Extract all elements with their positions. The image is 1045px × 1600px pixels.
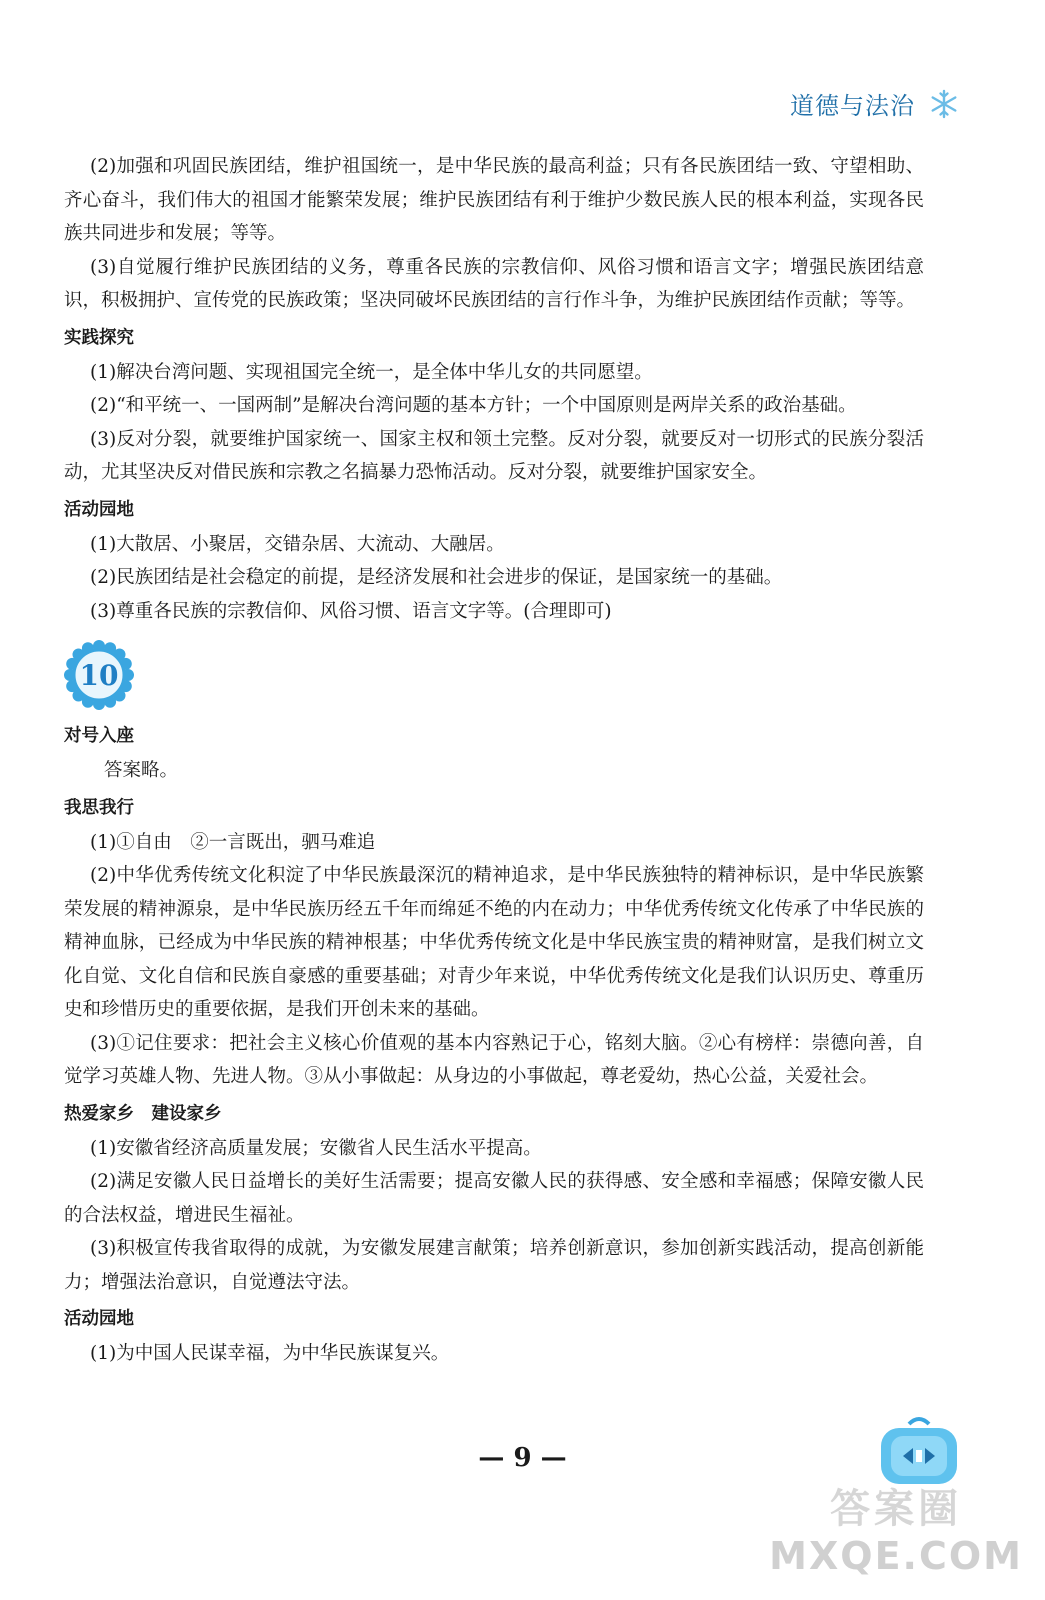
answer-item: (3)尊重各民族的宗教信仰、风俗习惯、语言文字等。(合理即可) bbox=[90, 600, 612, 622]
answer-item: (1)大散居、小聚居，交错杂居、大流动、大融居。 bbox=[90, 533, 505, 555]
watermark bbox=[769, 1477, 1023, 1578]
lesson-number-badge bbox=[64, 640, 134, 710]
page-header bbox=[790, 86, 959, 121]
answer-item: (2)加强和巩固民族团结，维护祖国统一，是中华民族的最高利益；只有各民族团结一致、守望相助、齐心奋斗，我们伟大的祖国才能繁荣发展；维护民族团结有利于维护少数民族人民的根本利益，实现各民族共同进步和发展；等等。 bbox=[64, 156, 924, 244]
page-number: — 9 — bbox=[478, 1443, 567, 1473]
answer-item: (3)自觉履行维护民族团结的义务，尊重各民族的宗教信仰、风俗习惯和语言文字；增强民族团结意识，积极拥护、宣传党的民族政策；坚决同破坏民族团结的言行作斗争，为维护民族团结作贡献；等等。 bbox=[64, 256, 924, 311]
answer-item: (3)①记住要求：把社会主义核心价值观的基本内容熟记于心，铭刻大脑。②心有榜样：崇德向善，自觉学习英雄人物、先进人物。③从小事做起：从身边的小事做起，尊老爱幼，热心公益，关爱社会。 bbox=[64, 1032, 924, 1087]
watermark-url: MXQE.COM bbox=[769, 1534, 1023, 1578]
answer-item: (1)①自由 ②一言既出，驷马难追 bbox=[90, 831, 376, 853]
lesson-number: 10 bbox=[79, 659, 119, 692]
answer-item: (3)积极宣传我省取得的成就，为安徽发展建言献策；培养创新意识，参加创新实践活动，提高创新能力；增强法治意识，自觉遵法守法。 bbox=[64, 1238, 924, 1293]
snowflake-icon bbox=[929, 89, 959, 119]
answer-item: 答案略。 bbox=[104, 760, 179, 781]
answer-item: (2)满足安徽人民日益增长的美好生活需要；提高安徽人民的获得感、安全感和幸福感；保障安徽人民的合法权益，增进民生福祉。 bbox=[64, 1171, 924, 1226]
section-heading: 活动园地 bbox=[64, 499, 134, 520]
answer-item: (1)解决台湾问题、实现祖国完全统一，是全体中华儿女的共同愿望。 bbox=[90, 361, 653, 383]
section-heading: 热爱家乡 建设家乡 bbox=[64, 1103, 222, 1124]
section-heading: 我思我行 bbox=[64, 797, 134, 818]
section-heading: 对号入座 bbox=[64, 726, 134, 746]
answer-content bbox=[64, 150, 924, 1371]
section-heading: 活动园地 bbox=[64, 1309, 134, 1329]
answer-item: (1)安徽省经济高质量发展；安徽省人民生活水平提高。 bbox=[90, 1137, 542, 1159]
answer-item: (2)民族团结是社会稳定的前提，是经济发展和社会进步的保证，是国家统一的基础。 bbox=[90, 567, 783, 588]
answer-item: (1)为中国人民谋幸福，为中华民族谋复兴。 bbox=[90, 1343, 450, 1364]
answer-item: (2)“和平统一、一国两制”是解决台湾问题的基本方针；一个中国原则是两岸关系的政治基础。 bbox=[90, 395, 857, 416]
header-title: 道德与法治 bbox=[790, 92, 915, 120]
watermark-logo-text: 答案圈 bbox=[830, 1486, 963, 1532]
section-heading: 实践探究 bbox=[64, 327, 134, 348]
answer-item: (2)中华优秀传统文化积淀了中华民族最深沉的精神追求，是中华民族独特的精神标识，是中华民族繁荣发展的精神源泉，是中华民族历经五千年而绵延不绝的内在动力；中华优秀传统文化传承了中华民族的精神血脉，已经成为中华民族的精神根基；中华优秀传统文化是中华民族宝贵的精神财富，是我们树立文化自觉、文化自信和民族自豪感的重要基础；对青少年来说，中华优秀传统文化是我们认识历史、尊重历史和珍惜历史的重要依据，是我们开创未来的基础。 bbox=[64, 865, 924, 1020]
lesson-badge-row bbox=[64, 634, 924, 716]
answer-item: (3)反对分裂，就要维护国家统一、国家主权和领土完整。反对分裂，就要反对一切形式的民族分裂活动，尤其坚决反对借民族和宗教之名搞暴力恐怖活动。反对分裂，就要维护国家安全。 bbox=[64, 428, 924, 483]
